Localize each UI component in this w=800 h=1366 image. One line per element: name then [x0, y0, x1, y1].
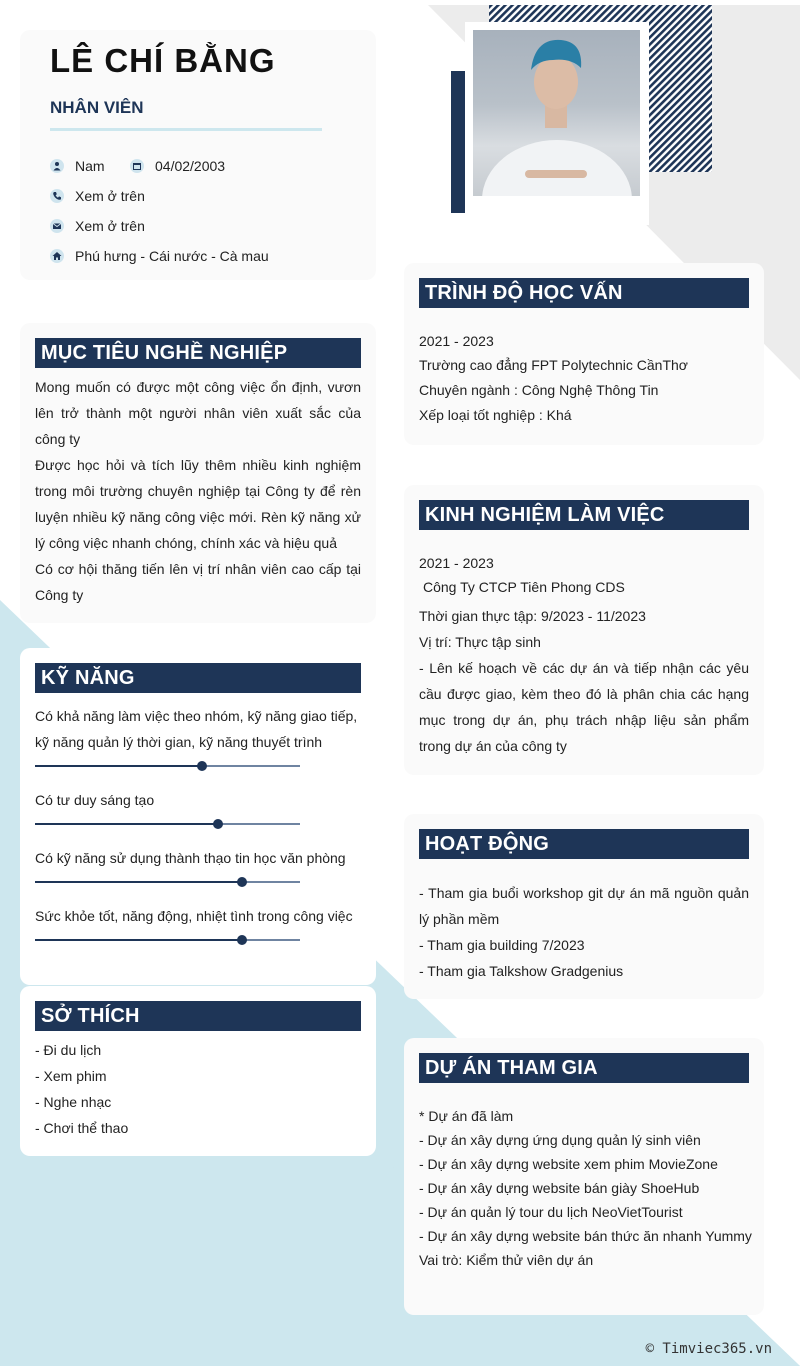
header-card: [20, 30, 376, 280]
experience-period: 2021 - 2023: [419, 555, 494, 571]
footer-watermark[interactable]: © Timviec365.vn: [645, 1341, 772, 1357]
skill-bar-fill: [35, 823, 218, 825]
education-title: TRÌNH ĐỘ HỌC VẤN: [419, 278, 749, 308]
career-goal-paragraph: Mong muốn có được một công việc ổn định, vươn lên trở thành một người nhân viên xuất sắc của công ty: [35, 379, 361, 447]
phone-row: [50, 188, 145, 204]
career-goal-text: [35, 374, 361, 608]
avatar: [473, 30, 640, 196]
list-item: - Tham gia Talkshow Gradgenius: [419, 963, 624, 979]
experience-company: Công Ty CTCP Tiên Phong CDS: [423, 579, 625, 595]
skill-bar-fill: [35, 939, 242, 941]
birthdate-row: [130, 158, 225, 174]
skill-bar: [35, 823, 300, 825]
experience-card: [404, 485, 764, 775]
education-details: [419, 329, 749, 428]
list-item: - Tham gia buổi workshop git dự án mã nguồn quản lý phần mềm: [419, 885, 749, 927]
birthdate-value: 04/02/2003: [155, 158, 226, 174]
projects-card: [404, 1038, 764, 1315]
skill-bar: [35, 939, 300, 941]
list-item: - Nghe nhạc: [35, 1094, 112, 1110]
projects-title: DỰ ÁN THAM GIA: [419, 1053, 749, 1083]
email-row: [50, 218, 145, 234]
title-underline: [50, 128, 322, 131]
email-icon: [50, 219, 64, 233]
activities-title: HOẠT ĐỘNG: [419, 829, 749, 859]
skill-bar-knob: [197, 761, 207, 771]
list-item: Vai trò: Kiểm thử viên dự án: [419, 1252, 594, 1268]
list-item: - Đi du lịch: [35, 1042, 102, 1058]
profile-photo-frame: [440, 5, 730, 230]
gender-value: Nam: [75, 158, 105, 174]
person-icon: [50, 159, 64, 173]
phone-icon: [50, 189, 64, 203]
education-major: Chuyên ngành : Công Nghệ Thông Tin: [419, 382, 659, 398]
skill-bar: [35, 765, 300, 767]
skill-label: Sức khỏe tốt, năng động, nhiệt tình trong công việc: [35, 908, 353, 924]
skill-bar: [35, 881, 300, 883]
address-row: [50, 248, 269, 264]
education-grade: Xếp loại tốt nghiệp : Khá: [419, 407, 572, 423]
experience-internship: Thời gian thực tập: 9/2023 - 11/2023: [419, 608, 646, 624]
email-value: Xem ở trên: [75, 218, 145, 234]
home-icon: [50, 249, 64, 263]
list-item: - Chơi thể thao: [35, 1120, 129, 1136]
hobbies-card: [20, 986, 376, 1156]
skills-title: KỸ NĂNG: [35, 663, 361, 693]
skill-bar-knob: [237, 877, 247, 887]
candidate-name: LÊ CHÍ BẰNG: [50, 42, 276, 79]
experience-details: [419, 551, 749, 759]
experience-position: Vị trí: Thực tập sinh: [419, 634, 541, 650]
career-goal-title: MỤC TIÊU NGHỀ NGHIỆP: [35, 338, 361, 368]
list-item: - Dự án quản lý tour du lịch NeoVietTourist: [419, 1204, 683, 1220]
gender-row: [50, 158, 105, 174]
skill-bar-fill: [35, 765, 202, 767]
skill-label: Có tư duy sáng tạo: [35, 792, 155, 808]
career-goal-card: [20, 323, 376, 623]
projects-list: [419, 1104, 759, 1272]
person-silhouette: [473, 30, 640, 196]
hobbies-title: SỞ THÍCH: [35, 1001, 361, 1031]
education-period: 2021 - 2023: [419, 333, 494, 349]
address-value: Phú hưng - Cái nước - Cà mau: [75, 248, 269, 264]
skills-card: [20, 648, 376, 985]
skill-bar-knob: [213, 819, 223, 829]
activities-card: [404, 814, 764, 999]
list-item: - Dự án xây dựng website bán thức ăn nhanh Yummy: [419, 1228, 752, 1244]
career-goal-paragraph: Được học hỏi và tích lũy thêm nhiều kinh nghiệm trong môi trường chuyên nghiệp tại Công ty để rèn luyện nhiều kỹ năng công việc mới. Rèn kỹ năng xử lý công việc nhanh chóng, chính xác và hiệu quả: [35, 457, 361, 551]
skill-bar-knob: [237, 935, 247, 945]
list-item: - Tham gia building 7/2023: [419, 937, 585, 953]
skill-label: Có khả năng làm việc theo nhóm, kỹ năng giao tiếp, kỹ năng quản lý thời gian, kỹ năng thuyết trình: [35, 708, 358, 750]
phone-value: Xem ở trên: [75, 188, 145, 204]
list-item: - Dự án xây dựng website bán giày ShoeHub: [419, 1180, 700, 1196]
list-item: * Dự án đã làm: [419, 1108, 514, 1124]
career-goal-paragraph: Có cơ hội thăng tiến lên vị trí nhân viên cao cấp tại Công ty: [35, 561, 361, 603]
list-item: - Dự án xây dựng website xem phim MovieZone: [419, 1156, 718, 1172]
experience-title: KINH NGHIỆM LÀM VIỆC: [419, 500, 749, 530]
education-card: [404, 263, 764, 445]
skill-bar-fill: [35, 881, 242, 883]
education-school: Trường cao đẳng FPT Polytechnic CầnThơ: [419, 357, 688, 373]
list-item: - Dự án xây dựng ứng dụng quản lý sinh viên: [419, 1132, 701, 1148]
hobbies-list: [35, 1037, 361, 1141]
list-item: - Xem phim: [35, 1068, 107, 1084]
calendar-icon: [130, 159, 144, 173]
job-title: NHÂN VIÊN: [50, 98, 144, 117]
activities-list: [419, 880, 749, 984]
experience-description: - Lên kế hoạch về các dự án và tiếp nhận các yêu cầu được giao, kèm theo đó là phân chia các hạng mục trong dự án, phụ trách nhập liệu sản phẩm trong dự án của công ty: [419, 660, 749, 754]
skill-label: Có kỹ năng sử dụng thành thạo tin học văn phòng: [35, 850, 346, 866]
